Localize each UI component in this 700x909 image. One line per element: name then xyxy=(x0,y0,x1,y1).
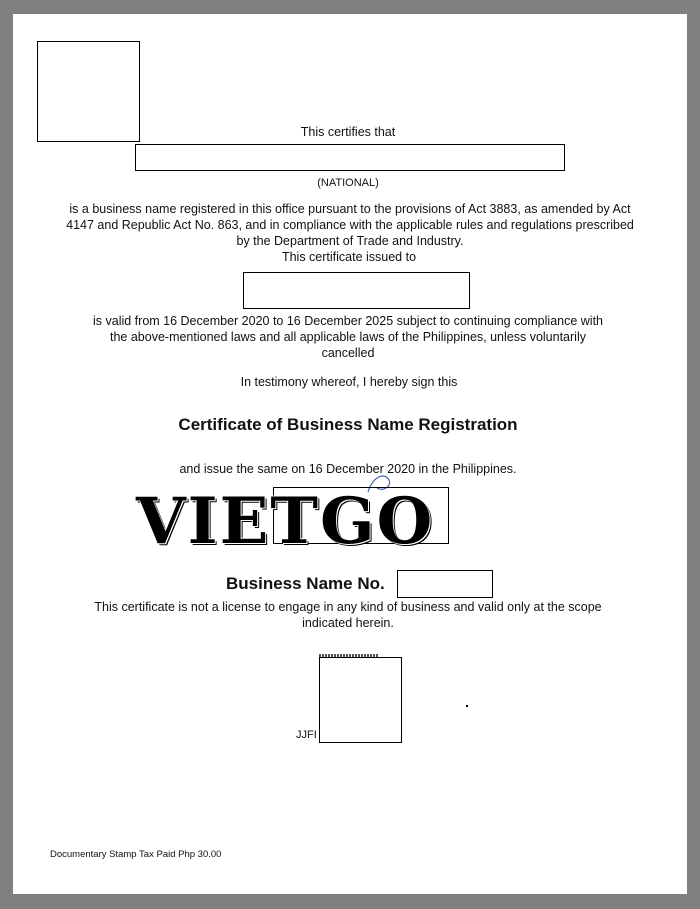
photo-redaction-box xyxy=(37,41,140,142)
testimony-text: In testimony whereof, I hereby sign this xyxy=(240,375,458,389)
license-disclaimer: This certificate is not a license to engage in any kind of business and valid only at the scope indicated herein. xyxy=(94,600,602,630)
stamp-tax-note: Documentary Stamp Tax Paid Php 30.00 xyxy=(50,849,222,860)
validity-statement: is valid from 16 December 2020 to 16 December 2025 subject to continuing compliance with the above-mentioned laws and all applicable laws of the Philippines, unless voluntarily cancelled xyxy=(93,314,603,360)
business-name-no-label: Business Name No. xyxy=(226,574,385,593)
dot-mark xyxy=(466,705,468,707)
owner-name-redaction-box xyxy=(243,272,470,309)
issued-to-text: This certificate issued to xyxy=(281,250,417,264)
issue-statement: and issue the same on 16 December 2020 in the Philippines. xyxy=(179,462,517,476)
certificate-page xyxy=(13,14,687,894)
scope-label: (NATIONAL) xyxy=(317,177,379,189)
qr-code-redaction-box xyxy=(319,657,402,743)
registration-statement: is a business name registered in this office pursuant to the provisions of Act 3883, as amended by Act 4147 and Republic Act No. 863, and in compliance with the applicable rules and regulations prescribed by the Department of Trade and Industry. xyxy=(66,202,634,248)
watermark-logo: VIETGO xyxy=(136,484,435,559)
business-number-redaction-box xyxy=(397,570,493,598)
certifies-text: This certifies that xyxy=(300,125,396,139)
business-name-redaction-box xyxy=(135,144,565,171)
certificate-title: Certificate of Business Name Registration xyxy=(178,415,518,434)
signatory-initials: JJFI xyxy=(296,729,317,741)
